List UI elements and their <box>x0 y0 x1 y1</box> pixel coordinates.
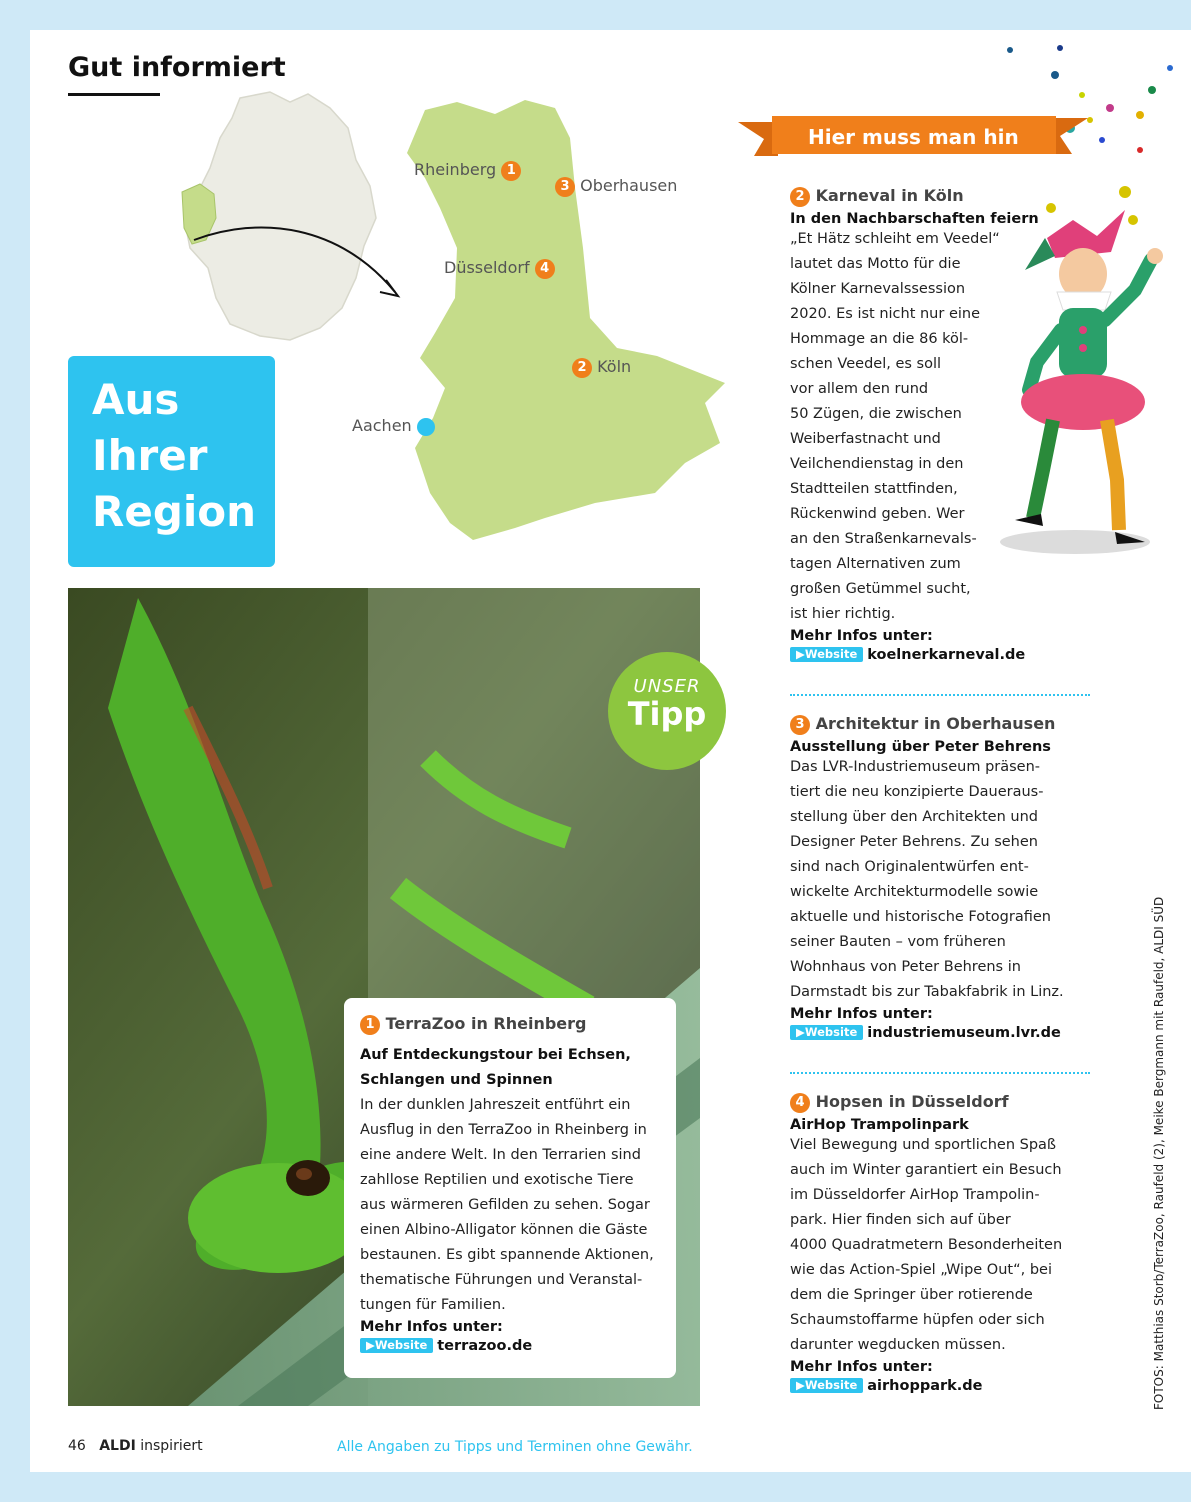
map-marker-3: 3 <box>555 177 575 197</box>
play-icon: ▶Website <box>790 1025 863 1040</box>
section-underline <box>68 93 160 96</box>
map-arrow <box>190 210 410 310</box>
map-label-oberhausen: 3 Oberhausen <box>555 176 677 197</box>
brand-name: ALDI <box>99 1438 136 1454</box>
map-label-koeln: 2 Köln <box>572 357 631 378</box>
region-heading-box: Aus Ihrer Region <box>68 356 275 567</box>
terrazoo-card <box>344 998 676 1378</box>
item-body-terrazoo: In der dunklen Jahreszeit entführt ein Ausflug in den TerraZoo in Rheinberg in eine andere Welt. In den Terrarien sind zahllose Reptilien und exotische Tiere aus wärmeren Gefilden zu sehen. Sogar einen Albino-Alligator können die Gäste bestaunen. Es gibt spannende Aktionen, thematische Führungen und Veranstal- tungen für Familien. <box>360 1096 654 1313</box>
disclaimer: Alle Angaben zu Tipps und Terminen ohne Gewähr. <box>337 1439 693 1455</box>
website-link-airhop[interactable]: ▶Website airhoppark.de <box>790 1377 1090 1396</box>
item-karneval: 2 Karneval in Köln In den Nachbarschaften feiern „Et Hätz schleiht em Veedel“ lautet das Motto für die Kölner Karnevalssession 2020. Es ist nicht nur eine Hommage an die 86 köl- schen Veedel, es soll vor allem den rund 50 Zügen, die zwischen Weiberfastnacht und Veilchendienstag in den Stadtteilen stattfinden, Rückenwind geben. Wer an den Straßenkarnevals- tagen Alternativen zum großen Getümmel sucht, ist hier richtig. Mehr Infos unter: ▶Website koelnerkarneval.de <box>790 186 1090 665</box>
page-footer <box>68 1438 203 1454</box>
map-marker-1: 1 <box>501 161 521 181</box>
website-link-terrazoo[interactable]: ▶Website terrazoo.de <box>360 1337 660 1356</box>
map-label-rheinberg: Rheinberg 1 <box>414 160 521 181</box>
play-icon: ▶Website <box>360 1338 433 1353</box>
item-title-terrazoo: 1 TerraZoo in Rheinberg <box>360 1014 660 1035</box>
map-marker-2: 2 <box>572 358 592 378</box>
divider <box>790 1072 1090 1074</box>
page-number: 46 <box>68 1438 86 1454</box>
item-architektur: 3 Architektur in Oberhausen Ausstellung über Peter Behrens Das LVR-Industriemuseum präsen- tiert die neu konzipierte Daueraus- stellung über den Architekten und Designer Peter Behrens. Zu sehen sind nach Originalentwürfen ent- wickelte Architekturmodelle sowie aktuelle und historische Fotografien seiner Bauten – vom früheren Wohnhaus von Peter Behrens in Darmstadt bis zur Tabakfabrik in Linz. Mehr Infos unter: ▶Website industriemuseum.lvr.de <box>790 714 1090 1043</box>
more-info-label: Mehr Infos unter: <box>360 1318 503 1335</box>
map-label-aachen: Aachen <box>352 416 435 436</box>
photo-credits: FOTOS: Matthias Storb/TerraZoo, Raufeld (2), Meike Bergmann mit Raufeld, ALDI SÜD <box>1152 896 1166 1410</box>
map-marker-aachen <box>417 418 435 436</box>
magazine-page <box>30 30 1191 1472</box>
unser-tipp-badge: UNSER Tipp <box>608 652 726 770</box>
play-icon: ▶Website <box>790 647 863 662</box>
map-marker-4: 4 <box>535 259 555 279</box>
item-hopsen: 4 Hopsen in Düsseldorf AirHop Trampolinpark Viel Bewegung und sportlichen Spaß auch im Winter garantiert ein Besuch im Düsseldorfer AirHop Trampolin- park. Hier finden sich auf über 4000 Quadratmetern Besonderheiten wie das Action-Spiel „Wipe Out“, bei dem die Springer über rotierende Schaumstoffarme hüpfen oder sich darunter wegducken müssen. Mehr Infos unter: ▶Website airhoppark.de <box>790 1092 1090 1396</box>
map-label-duesseldorf: Düsseldorf 4 <box>444 258 555 279</box>
section-title: Gut informiert <box>68 52 286 83</box>
play-icon: ▶Website <box>790 1378 863 1393</box>
brand-suffix: inspiriert <box>140 1438 203 1454</box>
website-link-industriemuseum[interactable]: ▶Website industriemuseum.lvr.de <box>790 1024 1090 1043</box>
website-link-karneval[interactable]: ▶Website koelnerkarneval.de <box>790 646 1090 665</box>
item-subtitle-terrazoo: Auf Entdeckungstour bei Echsen, Schlangen und Spinnen <box>360 1046 631 1088</box>
banner-title: Hier muss man hin <box>808 125 1019 149</box>
divider <box>790 694 1090 696</box>
